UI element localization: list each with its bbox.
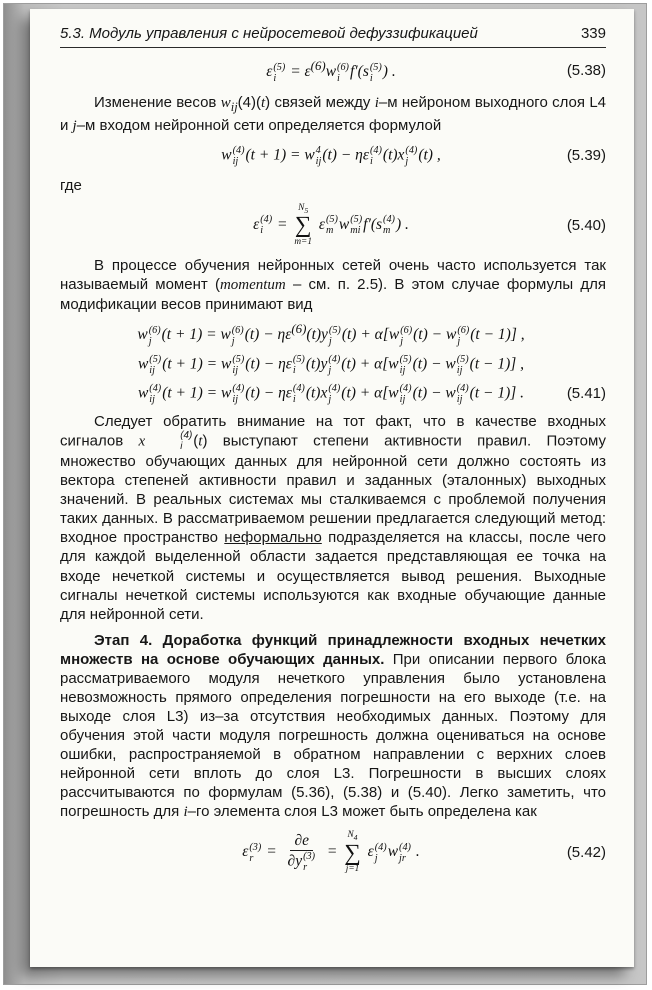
header-rule bbox=[60, 47, 606, 48]
equation-body: w (6) j (t + 1) = w (6) j $(t) - \eta\varepsilon^{(6)}(t)y$ (5) j (t) + α[w (6) j (t) − w (6) j (t − 1)] , bbox=[137, 321, 525, 347]
equation-number: (5.40) bbox=[566, 216, 606, 234]
equation-body: w (4) ij (t + 1) = w (4) ij (t) − ηε (4) i (t)x (4) j (t) + α[w (4) ij (t) − w (4) ij (t − 1)] . bbox=[137, 382, 525, 405]
paragraph-where: где bbox=[60, 176, 82, 194]
book-page bbox=[30, 9, 634, 967]
equation-group-5-41 bbox=[60, 321, 606, 405]
paragraph-training-data: Следует обратить внимание на тот факт, что в качестве входных сигналов x (4) i (t) выступают степени активности правил. Поэтому множество обучающих данных для нейронной сети должно состоять из вектора степеней активности правил и заданных (эталонных) выходных значений. В реальных системах мы сталкиваемся с проблемой получения таких данных. В рассматриваемом решении предлагается следующий метод: входное пространство неформально подразделяется на классы, после чего для каждой выделенной области задается представляющая ее точка на входе нечеткой системы и осуществляется вывод решения. Выходные сигналы нечеткой системы используются как входные обучающие данные для нейронной сети. bbox=[60, 412, 606, 623]
equation-5-42 bbox=[60, 831, 606, 874]
equation-5-40 bbox=[60, 204, 606, 247]
paragraph-momentum: В процессе обучения нейронных сетей очень часто используется так называемый момент (momentum – см. п. 2.5). В этом случае формулы для модификации весов принимают вид bbox=[60, 256, 606, 313]
page-number: 339 bbox=[580, 25, 606, 42]
equation-body: ε (5) i = $\varepsilon^{(6)}w$ (6) i f′(s (5) i ) . bbox=[266, 58, 396, 84]
equation-body: ε (3) r = ∂e ∂y (3) r = $N_4$ ∑ j=1 ε (4) j w (4) jr . bbox=[242, 830, 420, 874]
equation-5-41-line2 bbox=[60, 354, 606, 376]
section-heading: 5.3. Модуль управления с нейросетевой дефуззификацией bbox=[60, 25, 478, 42]
equation-number: (5.39) bbox=[566, 147, 606, 165]
running-head bbox=[60, 25, 606, 42]
equation-number: (5.42) bbox=[566, 844, 606, 862]
equation-body: w (5) ij (t + 1) = w (5) ij (t) − ηε (5) i (t)y (4) j (t) + α[w (5) ij (t) − w (5) ij (t − 1)] , bbox=[137, 353, 525, 376]
equation-body: w (4) ij (t + 1) = w 4 ij (t) − ηε (4) i (t)x (4) j (t) , bbox=[221, 144, 441, 167]
equation-5-38 bbox=[60, 58, 606, 84]
equation-number: (5.38) bbox=[566, 62, 606, 80]
paragraph-weight-change: Изменение весов $w_{ij}(4)(t)$ связей между i–м нейроном выходного слоя L4 и j–м входом нейронной сети определяется формулой bbox=[60, 93, 606, 134]
equation-5-41-line3 bbox=[60, 383, 606, 405]
scanned-book-background bbox=[3, 3, 647, 985]
equation-body: ε (4) i = $N_5$ ∑ m=1 ε (5) m w (5) mi f′(s (4) m ) . bbox=[253, 202, 409, 247]
paragraph-stage-4: Этап 4. Доработка функций принадлежности входных нечетких множеств на основе обучающих данных. При описании первого блока рассматриваемого модуля нечеткого управления было установлена невозможность прямого определения погрешности на его выходе (т.е. на выходе слоя L3) из–за отсутствия необходимых данных. Поэтому для обучения этой части модуля погрешность должна оцениваться на основе ошибки, распространяемой в обратном направлении с верхних слоев нейронной сети вплоть до слоя L3. Погрешности в высших слоях рассчитываются по формулам (5.36), (5.38) и (5.40). Легко заметить, что погрешность для i–го элемента слоя L3 может быть определена как bbox=[60, 631, 606, 821]
equation-number: (5.41) bbox=[566, 385, 606, 403]
equation-5-39 bbox=[60, 145, 606, 167]
equation-5-41-line1 bbox=[60, 321, 606, 347]
